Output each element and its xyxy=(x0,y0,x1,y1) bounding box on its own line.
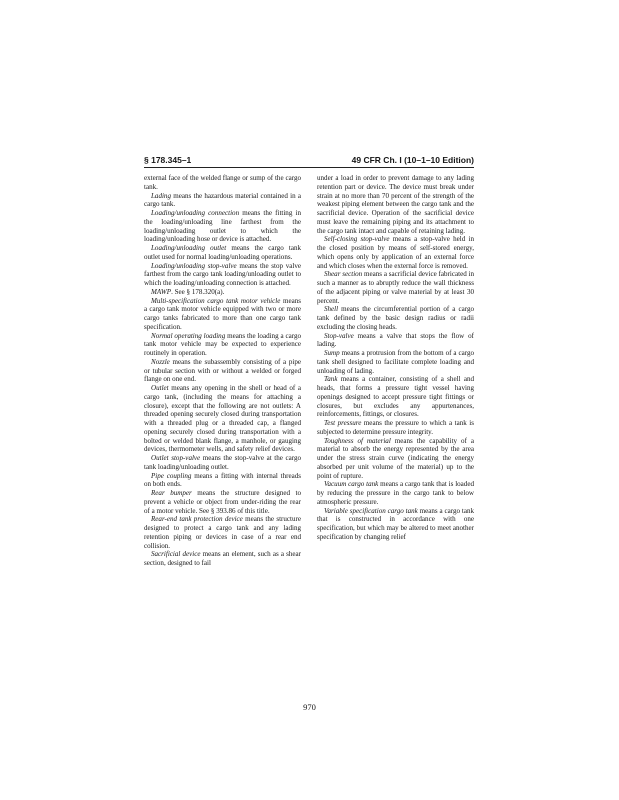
definition-paragraph xyxy=(144,515,301,550)
definition-text: means the structure designed to prevent a vehicle or object from under-riding the rear of a motor vehicle. See § 393.86 of this title. xyxy=(144,489,301,515)
defined-term: Pipe coupling xyxy=(151,471,192,480)
defined-term: MAWP xyxy=(151,287,172,296)
definition-text: means the fitting in the loading/unloading line farthest from the loading/unloading outlet to which the loading/unloading hose or device is attached. xyxy=(144,209,301,244)
definition-text: means the stop-valve at the cargo tank loading/unloading outlet. xyxy=(144,454,301,471)
definition-text: under a load in order to prevent damage to any lading retention part or device. The device must break under strain at no more than 70 percent of the strength of the weakest piping element between the cargo tank and the sacrificial device. Operation of the sacrificial device must leave the remaining piping and its attachment to the cargo tank intact and capable of retaining lading. xyxy=(317,174,474,235)
definition-paragraph xyxy=(317,305,474,331)
definition-paragraph xyxy=(317,174,474,235)
definition-paragraph xyxy=(317,270,474,305)
defined-term: Toughness of material xyxy=(324,436,391,445)
defined-term: Sacrificial device xyxy=(151,550,201,559)
definition-paragraph xyxy=(317,507,474,542)
definition-paragraph xyxy=(144,550,301,568)
definition-paragraph xyxy=(144,174,301,192)
definition-paragraph xyxy=(144,454,301,472)
definition-text: . See § 178.320(a). xyxy=(171,287,225,296)
defined-term: Test pressure xyxy=(324,419,362,427)
defined-term: Loading/unloading outlet xyxy=(151,244,227,252)
definition-paragraph xyxy=(144,332,301,358)
definition-text: means a cargo tank that is loaded by reducing the pressure in the cargo tank to below atmospheric pressure. xyxy=(317,480,474,506)
section-number: § 178.345–1 xyxy=(144,155,192,165)
definition-text: means any opening in the shell or head of a cargo tank, (including the means for attaching a closure), except that the following are not outlets: A threaded opening securely closed during transportation with a threaded plug or a threaded cap, a flanged opening securely closed during transportation with a bolted or welded blank flange, a manhole, or gauging devices, thermometer wells, and safety relief devices. xyxy=(144,384,301,454)
defined-term: Self-closing stop-valve xyxy=(324,235,390,244)
defined-term: Vacuum cargo tank xyxy=(324,480,379,489)
defined-term: Outlet stop-valve xyxy=(151,454,201,462)
defined-term: Sump xyxy=(324,349,340,357)
defined-term: Loading/unloading stop-valve xyxy=(151,261,237,270)
definition-text: means a fitting with internal threads on both ends. xyxy=(144,471,301,489)
definition-paragraph xyxy=(144,288,301,297)
definition-text: means the pressure to which a tank is subjected to determine pressure integrity. xyxy=(317,419,474,436)
defined-term: Lading xyxy=(151,191,171,200)
definition-text: means a protrusion from the bottom of a cargo tank shell designed to facilitate complete loading and unloading of lading. xyxy=(317,349,474,375)
definition-paragraph xyxy=(144,244,301,262)
definition-paragraph xyxy=(317,480,474,506)
definition-text: means the capability of a material to absorb the energy represented by the area under the stress strain curve (indicating the energy absorbed per unit volume of the material) up to the point of rupture. xyxy=(317,436,475,480)
definition-paragraph xyxy=(317,349,474,375)
publication-title: 49 CFR Ch. I (10–1–10 Edition) xyxy=(351,155,474,165)
defined-term: Nozzle xyxy=(151,357,170,366)
defined-term: Normal operating loading xyxy=(151,331,226,340)
definition-paragraph xyxy=(317,419,474,437)
defined-term: Outlet xyxy=(151,384,169,392)
definition-text: means a valve that stops the flow of lading. xyxy=(317,331,474,349)
definition-paragraph xyxy=(317,235,474,270)
definition-paragraph xyxy=(144,489,301,515)
definition-text: means the loading a cargo tank motor vehicle may be expected to experience routinely in operation. xyxy=(144,331,301,357)
definition-paragraph xyxy=(144,192,301,210)
defined-term: Rear-end tank protection device xyxy=(151,515,243,524)
defined-term: Multi-specification cargo tank motor vehicle xyxy=(151,296,281,305)
definition-paragraph xyxy=(144,297,301,332)
definition-paragraph xyxy=(317,332,474,350)
definition-paragraph xyxy=(144,472,301,490)
definition-text: means a container, consisting of a shell and heads, that forms a pressure tight vessel having openings designed to accept pressure tight fittings or closures, but excludes any appurtenances, reinforcements, fittings, or closures. xyxy=(317,375,474,419)
definition-text: means the stop valve farthest from the cargo tank loading/unloading outlet to which the loading/unloading connection is attached. xyxy=(144,261,301,287)
definition-text: means the structure designed to protect a cargo tank and any lading retention piping or devices in case of a rear end collision. xyxy=(144,515,301,550)
defined-term: Stop-valve xyxy=(324,331,354,340)
left-column xyxy=(144,174,301,568)
definition-paragraph xyxy=(144,384,301,454)
definition-paragraph xyxy=(317,437,474,481)
definition-text: means a cargo tank that is constructed in accordance with one specification, but which may be altered to meet another specification by changing relief xyxy=(317,506,474,541)
definition-paragraph xyxy=(144,358,301,384)
definition-paragraph xyxy=(144,209,301,244)
defined-term: Shear section xyxy=(324,270,363,279)
defined-term: Variable specification cargo tank xyxy=(324,506,418,515)
defined-term: Rear bumper xyxy=(151,489,192,497)
definition-text: means the subassembly consisting of a pipe or tubular section with or without a welded or forged flange on one end. xyxy=(144,357,301,384)
definition-text: external face of the welded flange or sump of the cargo tank. xyxy=(144,174,301,191)
definition-text: means a stop-valve held in the closed position by means of self-stored energy, which opens only by application of an external force and which closes when the external force is removed. xyxy=(317,235,474,270)
definition-text: means the cargo tank outlet used for normal loading/unloading operations. xyxy=(144,244,301,261)
definition-paragraph xyxy=(317,375,474,419)
definition-text: means the hazardous material contained in a cargo tank. xyxy=(144,191,301,209)
definition-text: means the circumferential portion of a cargo tank defined by the basic design radius or radii excluding the closing heads. xyxy=(317,305,474,331)
defined-term: Tank xyxy=(324,375,338,384)
definition-paragraph xyxy=(144,262,301,288)
definition-text: means an element, such as a shear section, designed to fail xyxy=(144,550,301,567)
definition-text: means a sacrificial device fabricated in such a manner as to abruptly reduce the wall thickness of the adjacent piping or valve material by at least 30 percent. xyxy=(317,270,475,305)
header-rule xyxy=(144,167,474,168)
definition-text: means a cargo tank motor vehicle equipped with two or more cargo tanks fabricated to more than one cargo tank specification. xyxy=(144,296,301,331)
right-column xyxy=(317,174,474,542)
page-number: 970 xyxy=(303,702,316,712)
defined-term: Shell xyxy=(324,305,339,314)
defined-term: Loading/unloading connection xyxy=(151,209,240,217)
